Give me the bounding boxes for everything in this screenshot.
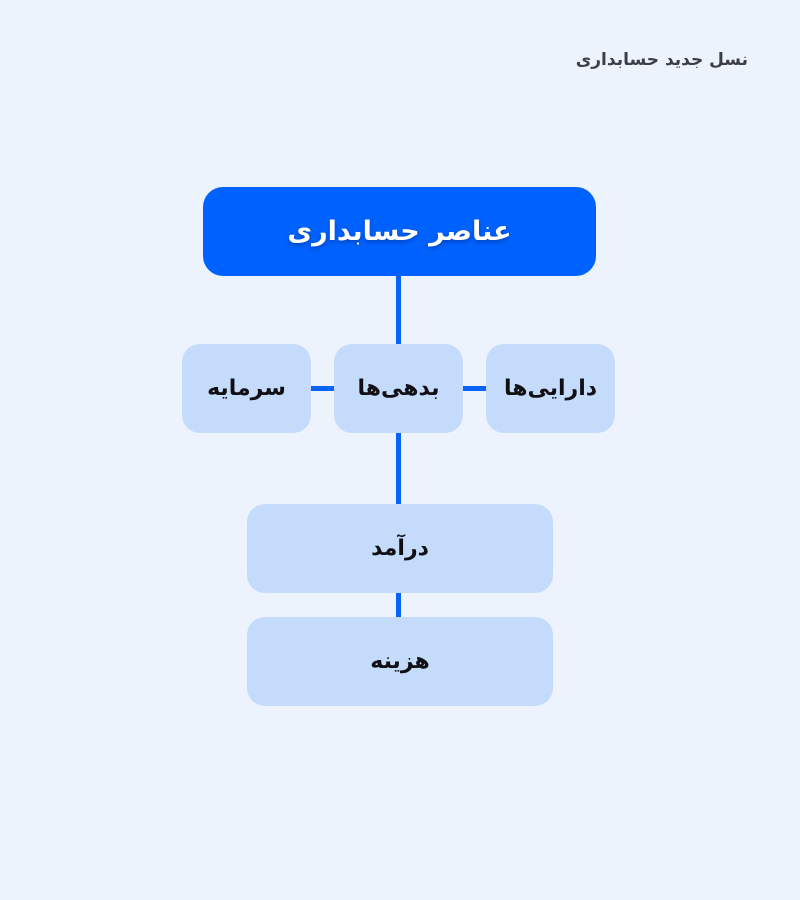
assets-node-label: دارایی‌ها [503, 376, 598, 401]
income-node-label: درآمد [371, 536, 429, 561]
connector-liabilities-to-income [396, 433, 401, 504]
income-node [247, 504, 553, 593]
expense-node [247, 617, 553, 706]
equity-node-label: سرمایه [207, 376, 286, 401]
assets-node [486, 344, 615, 433]
root-node [203, 187, 596, 276]
liabilities-node [334, 344, 463, 433]
expense-node-label: هزینه [370, 649, 430, 674]
liabilities-node-label: بدهی‌ها [357, 376, 440, 401]
connector-income-to-expense [396, 593, 401, 617]
connector-root-to-liabilities [396, 276, 401, 344]
root-node-label: عناصر حسابداری [287, 216, 512, 247]
equity-node [182, 344, 311, 433]
connector-liabilities-to-assets [463, 386, 486, 391]
brand-title: نسل جدید حسابداری [575, 50, 748, 70]
connector-equity-to-liabilities [311, 386, 334, 391]
